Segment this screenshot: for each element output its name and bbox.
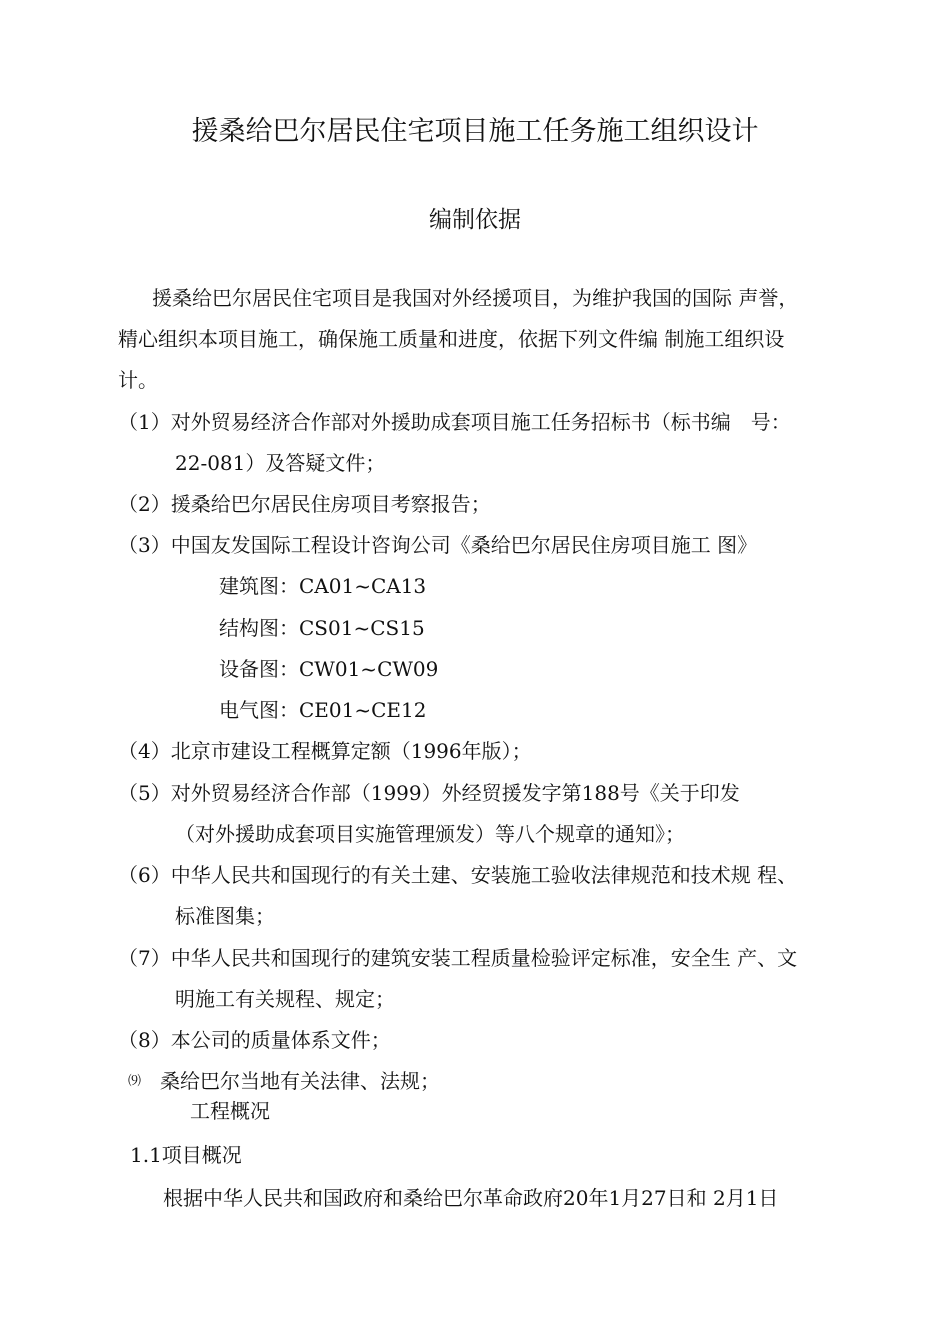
drawing-list-architecture: 建筑图：CA01~CA13 bbox=[219, 574, 427, 598]
drawing-list-equipment: 设备图：CW01~CW09 bbox=[219, 657, 439, 681]
list-item-9: 桑给巴尔当地有关法律、法规； bbox=[160, 1069, 440, 1093]
overview-heading: 工程概况 bbox=[190, 1099, 270, 1123]
list-item-8: （8）本公司的质量体系文件； bbox=[118, 1028, 391, 1052]
drawing-list-structure: 结构图：CS01~CS15 bbox=[219, 616, 425, 640]
list-item-6-continuation: 标准图集； bbox=[175, 904, 275, 928]
subsection-heading: 1.1项目概况 bbox=[130, 1143, 242, 1167]
body-paragraph-line: 根据中华人民共和国政府和桑给巴尔革命政府20年1月27日和 2月1日 bbox=[163, 1186, 779, 1210]
list-item-9-number: ⑼ bbox=[128, 1074, 142, 1089]
section-heading: 编制依据 bbox=[429, 207, 521, 233]
intro-line-2: 精心组织本项目施工，确保施工质量和进度，依据下列文件编 制施工组织设 bbox=[118, 327, 785, 351]
document-title: 援桑给巴尔居民住宅项目施工任务施工组织设计 bbox=[191, 116, 759, 147]
list-item-7-continuation: 明施工有关规程、规定； bbox=[175, 987, 395, 1011]
list-item-3: （3）中国友发国际工程设计咨询公司《桑给巴尔居民住房项目施工 图》 bbox=[118, 533, 758, 557]
drawing-list-electrical: 电气图：CE01~CE12 bbox=[219, 698, 427, 722]
list-item-6: （6）中华人民共和国现行的有关土建、安装施工验收法律规范和技术规 程、 bbox=[118, 863, 798, 887]
intro-line-1: 援桑给巴尔居民住宅项目是我国对外经援项目，为维护我国的国际 声誉， bbox=[152, 286, 799, 310]
intro-line-3: 计。 bbox=[118, 368, 158, 392]
list-item-5: （5）对外贸易经济合作部（1999）外经贸援发字第188号《关于印发 bbox=[118, 781, 740, 805]
list-item-5-continuation: （对外援助成套项目实施管理颁发）等八个规章的通知》； bbox=[175, 822, 685, 846]
list-item-1-continuation: 22-081）及答疑文件； bbox=[175, 451, 386, 475]
list-item-2: （2）援桑给巴尔居民住房项目考察报告； bbox=[118, 492, 491, 516]
list-item-4: （4）北京市建设工程概算定额（1996年版）； bbox=[118, 739, 532, 763]
list-item-7: （7）中华人民共和国现行的建筑安装工程质量检验评定标准，安全生 产、文 bbox=[118, 946, 798, 970]
list-item-1: （1）对外贸易经济合作部对外援助成套项目施工任务招标书（标书编 号： bbox=[118, 410, 791, 434]
